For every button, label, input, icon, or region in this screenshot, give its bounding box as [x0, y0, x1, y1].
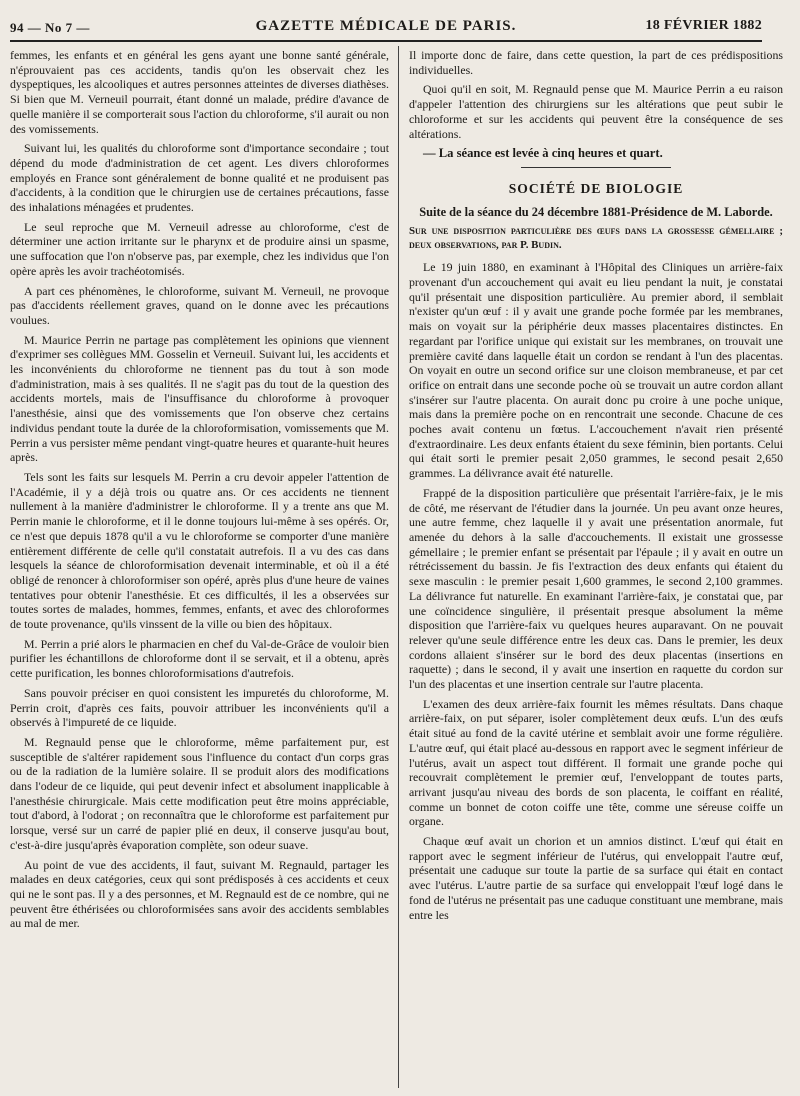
journal-title: GAZETTE MÉDICALE DE PARIS.	[255, 18, 517, 34]
page-header	[10, 14, 762, 42]
paragraph: Il importe donc de faire, dans cette question, la part de ces prédispositions individuelles.	[409, 48, 783, 77]
paragraph: femmes, les enfants et en général les gens ayant une bonne santé générale, n'éprouvaient pas ces accidents, tandis qu'on les observait chez les dyspeptiques, les alcooliques et autres personnes atteintes de diverses diathèses. Si bien que M. Verneuil pourrait, étant donné un malade, prédire d'avance de quelle manière il se comporterait sous l'action du chloroforme, s'il aurait ou non des vomissements.	[10, 48, 389, 136]
paragraph: M. Perrin a prié alors le pharmacien en chef du Val-de-Grâce de vouloir bien purifier les échantillons de chloroforme dont il se servait, et il a obtenu, après cette purification, les bonnes chloroformisations d'autrefois.	[10, 636, 389, 681]
section-rule	[521, 167, 671, 168]
paragraph: Chaque œuf avait un chorion et un amnios distinct. L'œuf qui était en rapport avec le segment inférieur de l'utérus, qui enveloppait l'autre œuf, présentait une caduque sur toute la partie de sa surface qui était en contact avec l'utérus. L'autre partie de sa surface qui enveloppait l'œuf logé dans le fond de l'utérus ne présentait pas une caduque constituant une membrane, mais entre les	[409, 834, 783, 922]
issue-date: 18 FÉVRIER 1882	[645, 18, 762, 33]
left-column	[10, 48, 389, 1088]
paragraph: Le seul reproche que M. Verneuil adresse au chloroforme, c'est de déterminer une action irritante sur le pharynx et de produire ainsi un spasme, une suffocation que l'on n'observe pas, par exemple, chez les individus que l'on opère après les avoir trachéotomisés.	[10, 219, 389, 278]
paragraph: A part ces phénomènes, le chloroforme, suivant M. Verneuil, ne provoque pas d'accidents réellement graves, quand on le donne avec les précautions voulues.	[10, 283, 389, 327]
paragraph: M. Regnauld pense que le chloroforme, même parfaitement pur, est susceptible de s'altérer rapidement sous l'influence du contact d'un corps gras ou de la radiation de la lumière solaire. Il se produit alors des modifications dans l'odeur de ce liquide, qui peut devenir infect et absolument inapplicable à l'anesthésie chirurgicale. Mais cette modification peut être moins appréciable, tout d'abord, à l'odorat ; on reconnaîtra que le chloroforme est parfaitement pur lorsque, versé sur un carré de papier plié en deux, il conserve jusqu'au bout, c'est-à-dire jusqu'après évaporation complète, son odeur suave.	[10, 734, 389, 852]
article-title: Sur une disposition particulière des œufs dans la grossesse gémellaire ; deux observations, par P. Budin.	[409, 225, 783, 252]
paragraph: Suivant lui, les qualités du chloroforme sont d'importance secondaire ; tout dépend du mode d'administration de cet agent. Les divers chloroformes employés en France sont généralement de bonne qualité et ne produisent pas d'accidents, à la condition que le chirurgien use de certaines précautions, fasse des inhalations ménagées et prudentes.	[10, 141, 389, 215]
session-end-note: — La séance est levée à cinq heures et quart.	[423, 146, 663, 161]
paragraph: Sans pouvoir préciser en quoi consistent les impuretés du chloroforme, M. Perrin croit, d'après ces faits, pouvoir attribuer les inconvénients qu'il a observés à l'impureté de ce liquide.	[10, 685, 389, 730]
paragraph: Tels sont les faits sur lesquels M. Perrin a cru devoir appeler l'attention de l'Académie, il y a déjà trois ou quatre ans. Or ces accidents ne tiennent nullement à la manière d'administrer le chloroforme. Il y a trente ans que M. Perrin manie le chloroforme, et il le donne toujours lui-même à ses opérés. Or, ce n'est que depuis 1878 qu'il a vu le chloroforme se comporter d'une manière entièrement différente de celle qu'il constatait autrefois. Il a vu des cas dans lesquels la séance de chloroformisation devenait interminable, et où il a été obligé de renoncer à chloroformiser son opéré, après plus d'une heure de vaines tentatives pour obtenir l'anesthésie. Et ces difficultés, il les a observées sur toutes sortes de malades, hommes, femmes, enfants, et avec des chloroformes de toute provenance, qu'ils vinssent de la ville ou bien des hôpitaux.	[10, 469, 389, 632]
paragraph: Frappé de la disposition particulière que présentait l'arrière-faix, je le mis de côté, me réservant de l'étudier dans la journée. Un peu avant onze heures, une autre femme, chez laquelle il y avait une présentation anormale, fut amenée du dehors à la salle d'accouchements. Il existait une grossesse gémellaire ; le premier enfant se présentait par l'épaule ; il y avait en outre un rétrécissement du bassin. Je fis l'extraction des deux enfants qui étaient du sexe masculin : le premier pesait 1,600 grammes, le second 2,100 grammes. La délivrance fut naturelle. En examinant l'arrière-faix, je constatai que, par une coïncidence singulière, il présentait presque absolument la même disposition que l'arrière-faix vu quelques heures auparavant. On ne pouvait relever qu'une seule différence entre les deux cas. Dans le premier, les deux cordons allaient s'insérer sur le bord des deux placentas (insertions en raquette) ; dans le second, il y avait une insertion en raquette du cordon sur l'un des placentas et une insertion centrale sur l'autre placenta.	[409, 485, 783, 692]
society-heading: SOCIÉTÉ DE BIOLOGIE	[508, 180, 684, 196]
paragraph: M. Maurice Perrin ne partage pas complètement les opinions que viennent d'exprimer ses collègues MM. Gosselin et Verneuil. Suivant lui, les accidents et les inconvénients du chloroforme ne tiennent pas du tout à son mode d'administration, mais à ses qualités. Il ne s'agit pas du tout de la question des accidents mortels, mais de l'insuffisance du chloroforme à provoquer l'anesthésie, ainsi que des vomissements que l'on observe chez certains individus pendant toute la durée de la chloroformisation, vomissements que M. Perrin a vus persister même pendant vingt-quatre heures et quarante-huit heures après.	[10, 332, 389, 465]
paragraph: L'examen des deux arrière-faix fournit les mêmes résultats. Dans chaque arrière-faix, on put séparer, isoler complètement deux œufs. L'un des œufs était situé au fond de la cavité utérine et semblait avoir une forme régulière. L'autre œuf, qui était placé au-dessous en rapport avec le segment inférieur de l'utérus, avait un aspect tout différent. Il formait une grande poche qui recouvrait complètement le premier œuf, l'enveloppant de toutes parts, arrivant jusqu'au niveau des bords de son placenta, le coiffant en réalité, comme un bonnet de coton coiffe une tête, comme une séreuse coiffe un organe.	[409, 696, 783, 829]
issue-number: — No 7 —	[27, 20, 90, 35]
paragraph: Au point de vue des accidents, il faut, suivant M. Regnauld, partager les malades en deux catégories, ceux qui sont prédisposés à ces accidents et ceux qui ne le sont pas. Il y a des personnes, et M. Regnauld est de ce nombre, qui ne peuvent être éthérisées ou chloroformisées sans avoir des accidents semblables au mal de mer.	[10, 857, 389, 931]
right-column	[409, 48, 783, 1088]
column-divider	[398, 46, 399, 1088]
paragraph: Quoi qu'il en soit, M. Regnauld pense que M. Maurice Perrin a eu raison d'appeler l'attention des chirurgiens sur les altérations que peut subir le chloroforme et sur les accidents qui peuvent être la conséquence de ses altérations.	[409, 82, 783, 141]
page-number: 94	[10, 20, 24, 35]
paragraph: Le 19 juin 1880, en examinant à l'Hôpital des Cliniques un arrière-faix provenant d'un accouchement qui avait eu lieu pendant la nuit, je constatai qu'il présentait une disposition particulière. Au premier abord, il semblait n'exister qu'un œuf : il y avait une grande poche formée par les membranes, mais on voyait sur la périphérie deux masses placentaires distinctes. En regardant par l'orifice unique qui existait sur les membranes, on trouvait une première cavité dans laquelle était un cordon se rendant à l'un des placentas. On voyait en outre un second orifice sur une cloison membraneuse, et par cet orifice on entrait dans une seconde poche où se trouvait un autre cordon allant s'insérer sur l'autre placenta. On aurait donc pu croire à une poche unique, mais dans la première poche on en rencontrait une seconde. Chacune de ces poches avait contenu un fœtus. L'accouchement n'avait rien présenté d'extraordinaire. Les deux enfants étaient du sexe féminin, bien portants. Celui qui était sorti le premier pesait 2,050 grammes, le second pesait 2,650 grammes. La délivrance avait été naturelle.	[409, 260, 783, 481]
session-line: Suite de la séance du 24 décembre 1881-Présidence de M. Laborde.	[419, 204, 773, 219]
